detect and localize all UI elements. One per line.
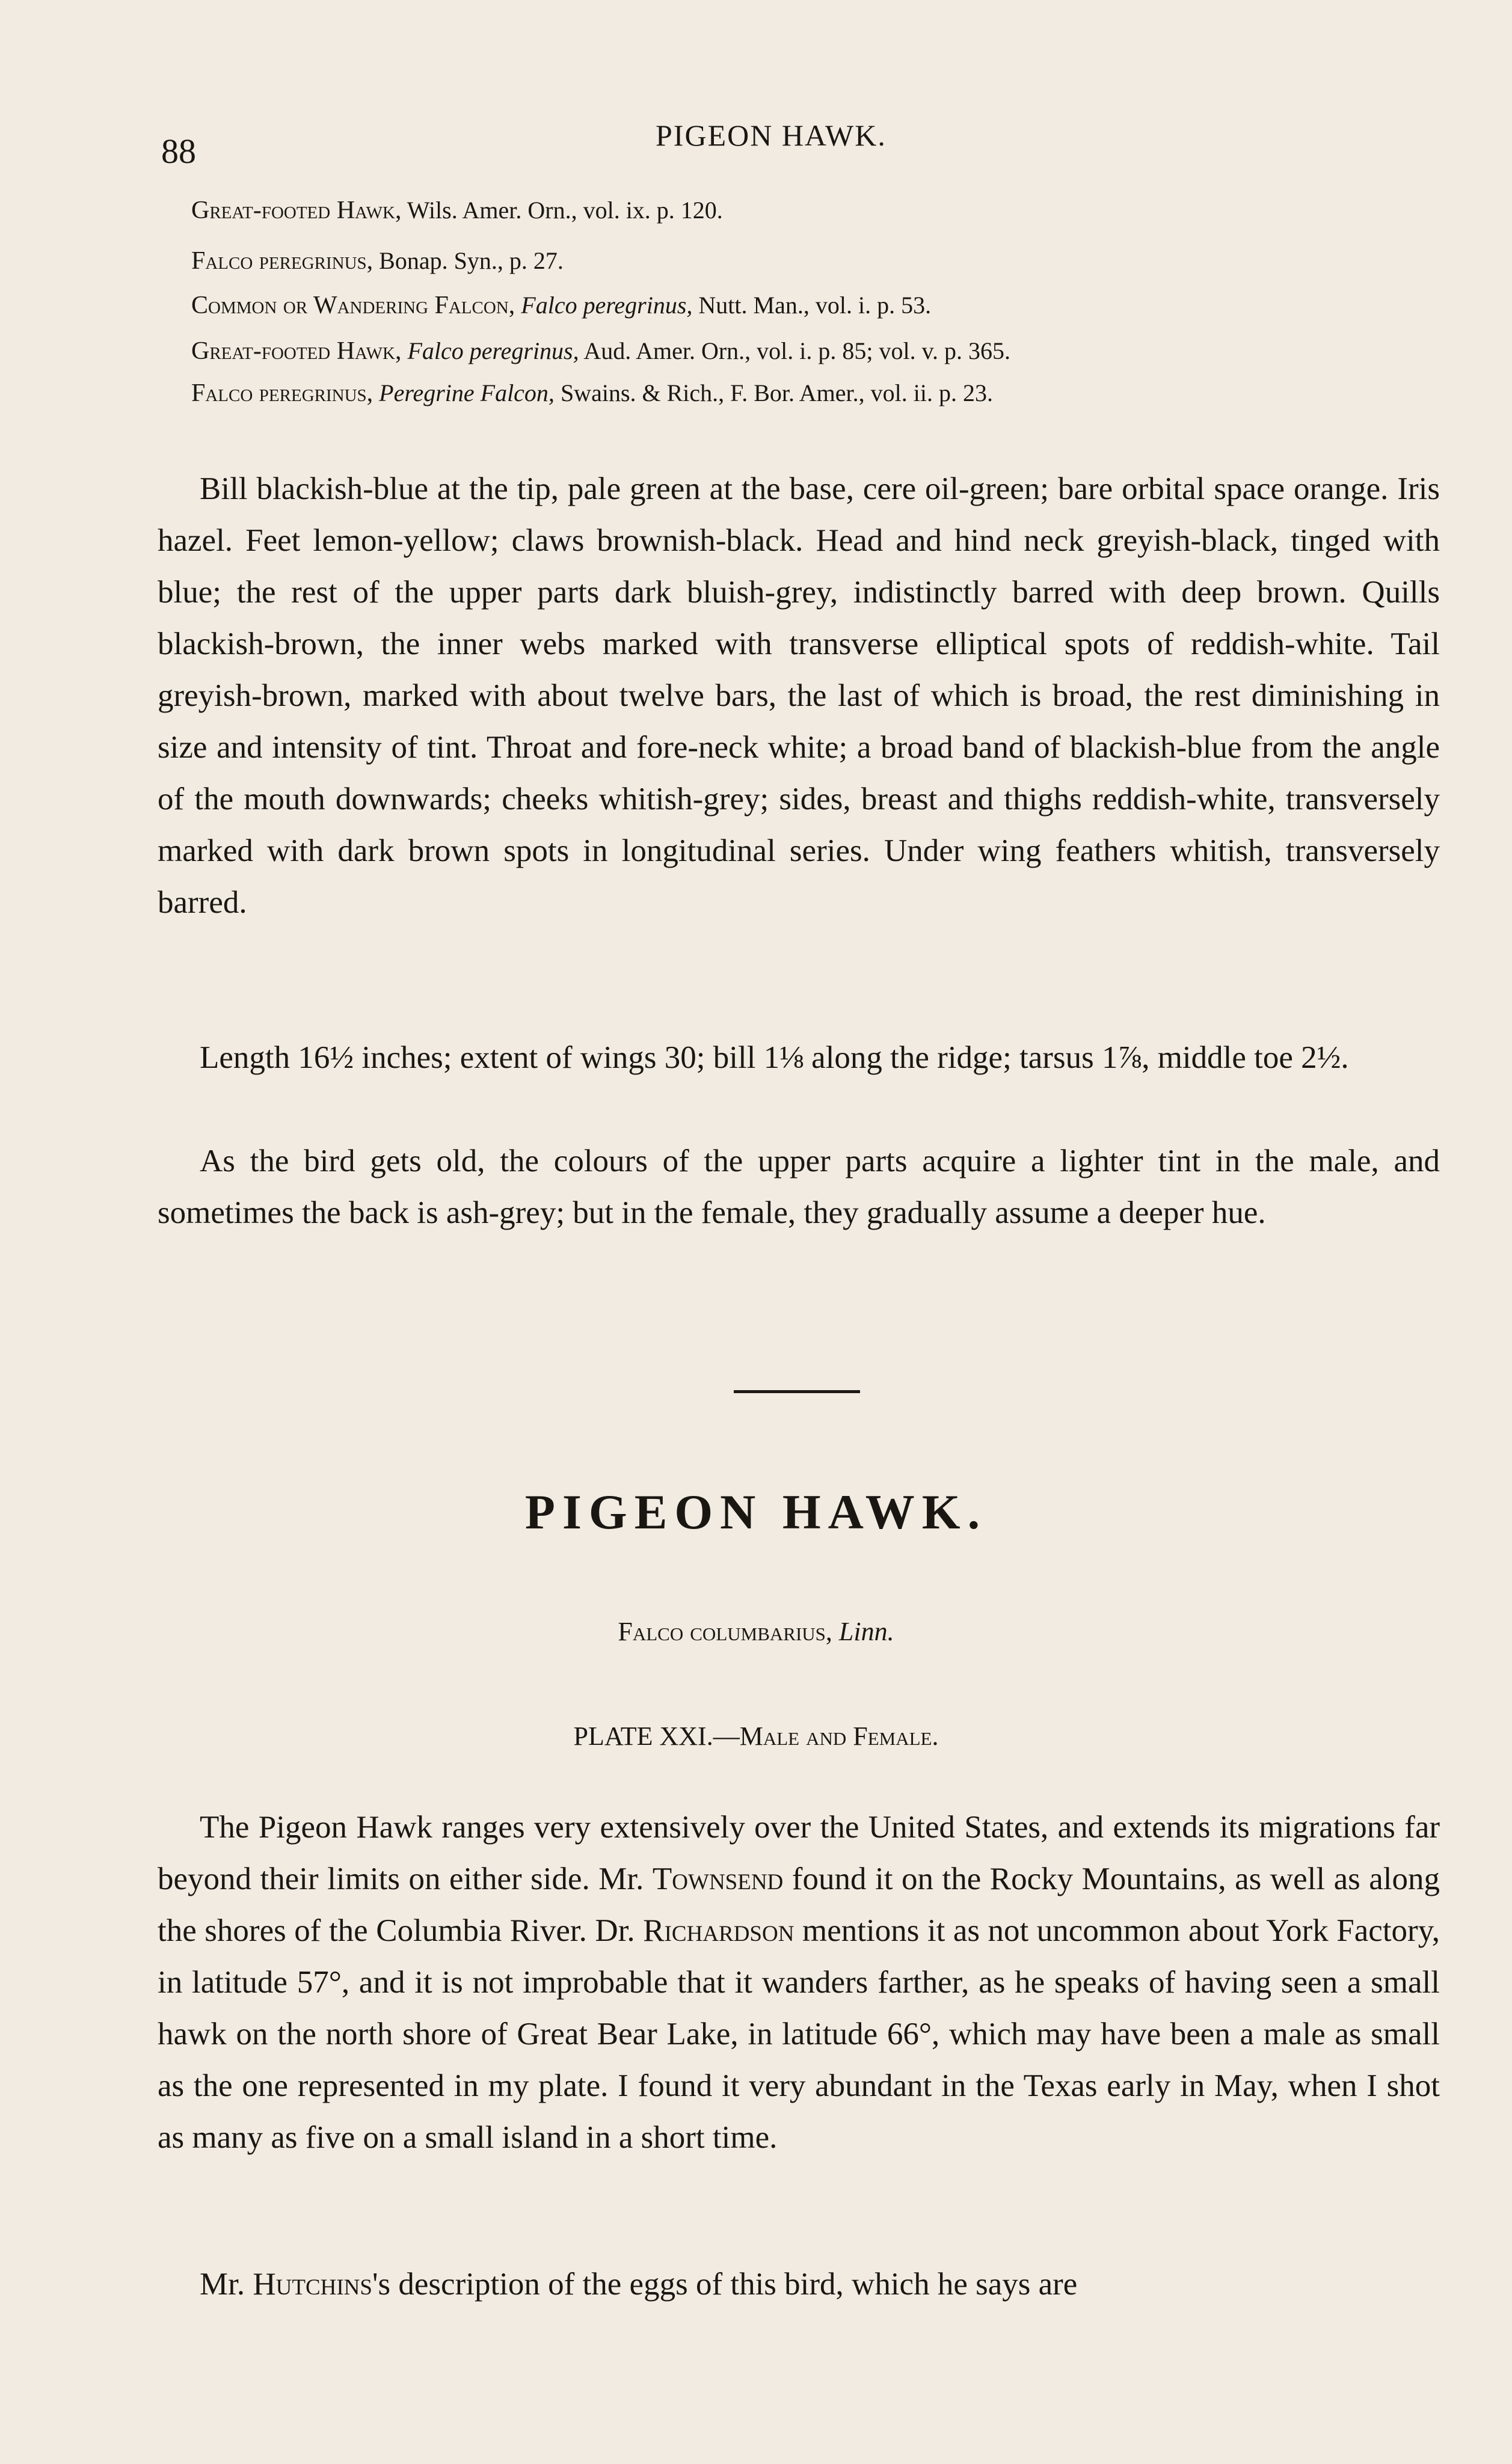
measurements-paragraph: Length 16½ inches; extent of wings 30; bill 1⅛ along the ridge; tarsus 1⅞, middle toe 2½. <box>200 1040 1349 1075</box>
authority: Linn. <box>838 1617 894 1646</box>
plate-caption-line <box>0 1721 1512 1751</box>
body-text: Mr. <box>200 2267 253 2302</box>
body-paragraph <box>158 2258 1440 2310</box>
synonym-name: Falco peregrinus, <box>191 247 373 275</box>
name-hutchins: Hutchins <box>253 2267 372 2302</box>
synonym-latin: Falco peregrinus, <box>407 337 579 364</box>
synonym-reference: Nutt. Man., vol. i. p. 53. <box>692 292 932 319</box>
scientific-name: Falco columbarius, <box>618 1617 832 1646</box>
synonym-name: Great-footed Hawk, <box>191 197 402 224</box>
name-richardson: Richardson <box>643 1913 794 1948</box>
synonymy-line <box>191 379 1442 408</box>
synonym-name: Common or Wandering Falcon, <box>191 292 515 319</box>
section-divider <box>734 1390 860 1393</box>
plate-caption: Male and Female. <box>739 1721 939 1751</box>
body-text: mentions it as not uncommon about York Factory, in latitude 57°, and it is not improbable that it wanders farther, as he speaks of having seen a small hawk on the north shore of Great Bear Lake, in latitude 66°, which may have been a male as small as the one represented in my plate. I found it very abundant in the Texas early in May, when I shot as many as five on a small island in a short time. <box>158 1913 1440 2155</box>
plate-label: PLATE XXI.— <box>573 1721 740 1751</box>
scientific-name-line <box>0 1616 1512 1647</box>
synonym-name: Great-footed Hawk, <box>191 337 402 365</box>
synonymy-line <box>191 291 1442 320</box>
section-title: PIGEON HAWK. <box>524 1485 988 1539</box>
body-paragraph <box>158 1801 1440 2163</box>
synonym-latin: Peregrine Falcon, <box>379 379 555 406</box>
name-townsend: Townsend <box>652 1862 784 1896</box>
synonym-reference: Wils. Amer. Orn., vol. ix. p. 120. <box>401 197 723 224</box>
plumage-age-paragraph: As the bird gets old, the colours of the upper parts acquire a lighter tint in the male, and sometimes the back is ash-grey; but in the female, they gradually assume a deeper hue. <box>158 1144 1440 1230</box>
page-number: 88 <box>161 132 196 171</box>
running-title: PIGEON HAWK. <box>656 118 887 152</box>
synonymy-line <box>191 196 1442 225</box>
synonymy-line <box>191 337 1442 366</box>
synonym-latin: Falco peregrinus, <box>521 292 693 319</box>
body-text: The Pigeon Hawk ranges very extensively over the United States, and extends its migrations far beyond their limits on either side. Mr. <box>158 1810 1440 1896</box>
description-paragraph: Bill blackish-blue at the tip, pale green at the base, cere oil-green; bare orbital space orange. Iris hazel. Feet lemon-yellow; claws brownish-black. Head and hind neck greyish-black, tinged with blue; the rest of the upper parts dark bluish-grey, indistinctly barred with deep brown. Quills blackish-brown, the inner webs marked with transverse elliptical spots of reddish-white. Tail greyish-brown, marked with about twelve bars, the last of which is broad, the rest diminishing in size and intensity of tint. Throat and fore-neck white; a broad band of blackish-blue from the angle of the mouth downwards; cheeks whitish-grey; sides, breast and thighs reddish-white, transversely marked with dark brown spots in longitudinal series. Under wing feathers whitish, transversely barred. <box>158 471 1440 920</box>
synonym-reference: Bonap. Syn., p. 27. <box>373 247 564 274</box>
body-text: 's description of the eggs of this bird, which he says are <box>372 2267 1078 2302</box>
synonymy-line <box>191 247 1442 275</box>
synonym-reference: Aud. Amer. Orn., vol. i. p. 85; vol. v. p. 365. <box>579 337 1011 364</box>
body-text: found it on the Rocky Mountains, as well as along the shores of the Columbia River. Dr. <box>158 1862 1440 1948</box>
synonym-name: Falco peregrinus, <box>191 379 373 407</box>
synonym-reference: Swains. & Rich., F. Bor. Amer., vol. ii. p. 23. <box>554 379 993 406</box>
